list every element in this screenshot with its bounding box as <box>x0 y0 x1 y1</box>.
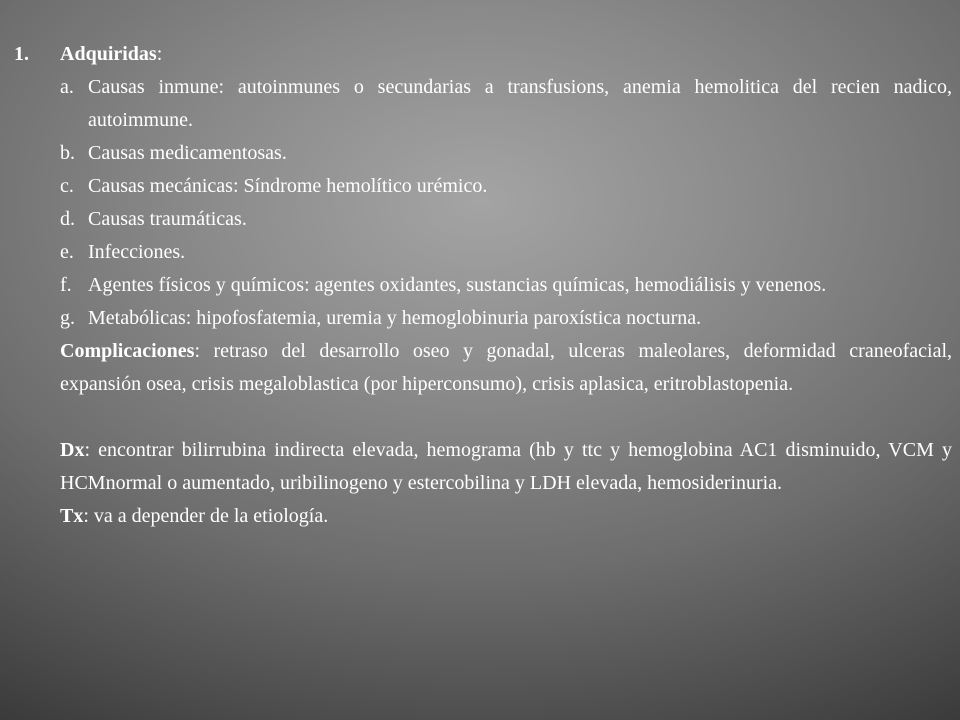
list-item <box>60 137 952 170</box>
list-item <box>60 203 952 236</box>
complicaciones-label: Complicaciones <box>60 340 195 362</box>
dx-paragraph <box>60 434 952 500</box>
list-item <box>60 71 952 137</box>
list-item-text: Causas medicamentosas. <box>88 142 287 164</box>
list-item-text: Causas traumáticas. <box>88 208 247 230</box>
heading-suffix: : <box>156 43 163 65</box>
list-item-letter: c. <box>60 175 74 197</box>
list-item-text: Infecciones. <box>88 241 186 263</box>
dx-label: Dx <box>60 439 85 461</box>
list-item-letter: f. <box>60 274 72 296</box>
heading-adquiridas <box>14 38 952 71</box>
list-item <box>60 269 952 302</box>
tx-text: : va a depender de la etiología. <box>83 505 329 527</box>
list-item-letter: g. <box>60 307 75 329</box>
spacer <box>60 401 952 434</box>
list-item-text: Causas mecánicas: Síndrome hemolítico urémico. <box>88 175 488 197</box>
slide-content <box>14 38 952 533</box>
complicaciones-paragraph <box>60 335 952 401</box>
list-item-text: Agentes físicos y químicos: agentes oxidantes, sustancias químicas, hemodiálisis y venenos. <box>88 274 827 296</box>
list-item <box>60 170 952 203</box>
list-item-letter: a. <box>60 76 74 98</box>
list-item <box>60 302 952 335</box>
list-item-letter: b. <box>60 142 75 164</box>
list-item-letter: d. <box>60 208 75 230</box>
list-item-text: Metabólicas: hipofosfatemia, uremia y hemoglobinuria paroxística nocturna. <box>88 307 702 329</box>
list-item <box>60 236 952 269</box>
dx-text: : encontrar bilirrubina indirecta elevada, hemograma (hb y ttc y hemoglobina AC1 disminuido, VCM y HCMnormal o aumentado, uribilinogeno y estercobilina y LDH elevada, hemosiderinuria. <box>60 439 952 494</box>
list-item-text: Causas inmune: autoinmunes o secundarias a transfusions, anemia hemolitica del recien nadico, autoimmune. <box>88 76 952 131</box>
tx-label: Tx <box>60 505 84 527</box>
complicaciones-text: : retraso del desarrollo oseo y gonadal, ulceras maleolares, deformidad craneofacial, expansión osea, crisis megaloblastica (por hiperconsumo), crisis aplasica, eritroblastopenia. <box>60 340 952 395</box>
tx-paragraph <box>60 500 952 533</box>
heading-number: 1. <box>14 43 29 65</box>
heading-label: Adquiridas <box>60 43 157 65</box>
list-item-letter: e. <box>60 241 74 263</box>
